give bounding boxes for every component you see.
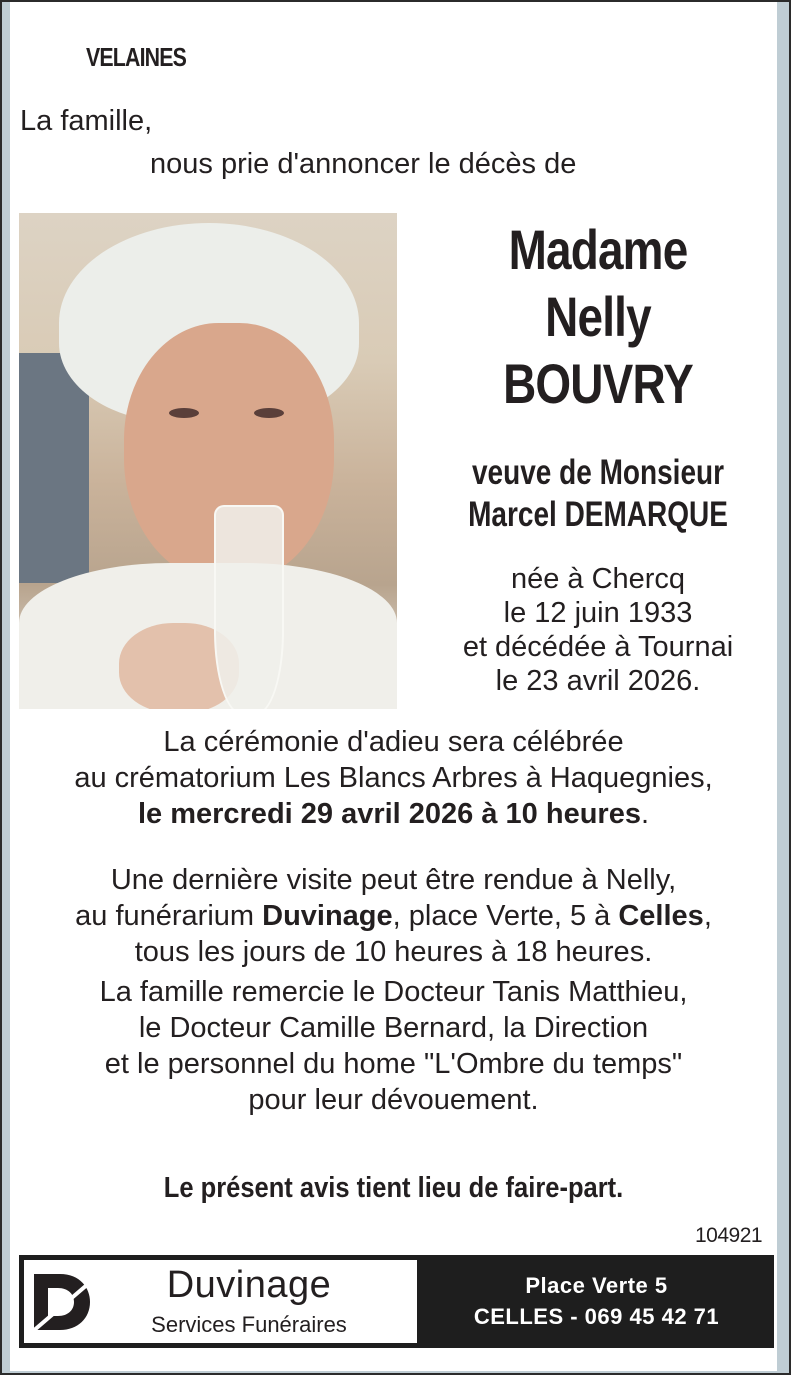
funeral-home-name: Duvinage: [262, 900, 393, 932]
name-last: BOUVRY: [503, 352, 693, 415]
funeral-home-banner: [19, 1255, 774, 1348]
birth-date: le 12 juin 1933: [503, 597, 693, 629]
address-line-1: Place Verte 5: [525, 1273, 668, 1298]
birth-place: née à Chercq: [510, 563, 686, 595]
brand-name: Duvinage: [166, 1264, 332, 1306]
ceremony-line-1: La cérémonie d'adieu sera célébrée: [163, 726, 624, 758]
town-name: Celles: [618, 900, 704, 932]
ceremony-line-3: le mercredi 29 avril 2026 à 10 heures.: [137, 798, 650, 830]
photo-eye-left: [169, 408, 199, 418]
photo-champagne-glass: [214, 505, 284, 709]
visit-line-2: au funérarium Duvinage, place Verte, 5 à Celles,: [75, 900, 712, 932]
visit-line-3: tous les jours de 10 heures à 18 heures.: [134, 936, 653, 968]
thanks-line-4: pour leur dévouement.: [248, 1084, 539, 1116]
photo-eye-right: [254, 408, 284, 418]
address-phone: CELLES - 069 45 42 71: [473, 1304, 720, 1329]
location-heading: VELAINES: [86, 42, 187, 72]
brand-box: [24, 1260, 417, 1343]
thanks-paragraph: [10, 974, 777, 1118]
ceremony-paragraph: [10, 724, 777, 832]
thanks-line-3: et le personnel du home "L'Ombre du temps": [104, 1048, 683, 1080]
closing-statement: Le présent avis tient lieu de faire-part.: [163, 1172, 624, 1204]
spouse-line-1: veuve de Monsieur: [471, 453, 725, 492]
visit-line-1: Une dernière visite peut être rendue à Nelly,: [110, 864, 677, 896]
spouse-info: [438, 452, 758, 536]
deceased-name: [434, 216, 762, 417]
birth-death-dates: [398, 562, 791, 698]
name-first: Nelly: [545, 285, 651, 348]
visit-paragraph: [10, 862, 777, 970]
intro-line-2: nous prie d'annoncer le décès de: [150, 148, 577, 180]
spouse-line-2: Marcel DEMARQUE: [468, 495, 728, 534]
intro-line-1: La famille,: [20, 105, 153, 137]
portrait-photo: [19, 213, 397, 709]
death-date: le 23 avril 2026.: [495, 665, 701, 697]
funeral-home-address: [419, 1270, 774, 1332]
name-title: Madame: [508, 218, 688, 281]
death-place: et décédée à Tournai: [462, 631, 734, 663]
ceremony-datetime: le mercredi 29 avril 2026 à 10 heures: [137, 798, 641, 830]
thanks-line-2: le Docteur Camille Bernard, la Direction: [138, 1012, 649, 1044]
reference-number: 104921: [695, 1224, 763, 1247]
thanks-line-1: La famille remercie le Docteur Tanis Matthieu,: [99, 976, 688, 1008]
ceremony-line-2: au crématorium Les Blancs Arbres à Haquegnies,: [74, 762, 713, 794]
brand-subtitle: Services Funéraires: [151, 1312, 347, 1337]
